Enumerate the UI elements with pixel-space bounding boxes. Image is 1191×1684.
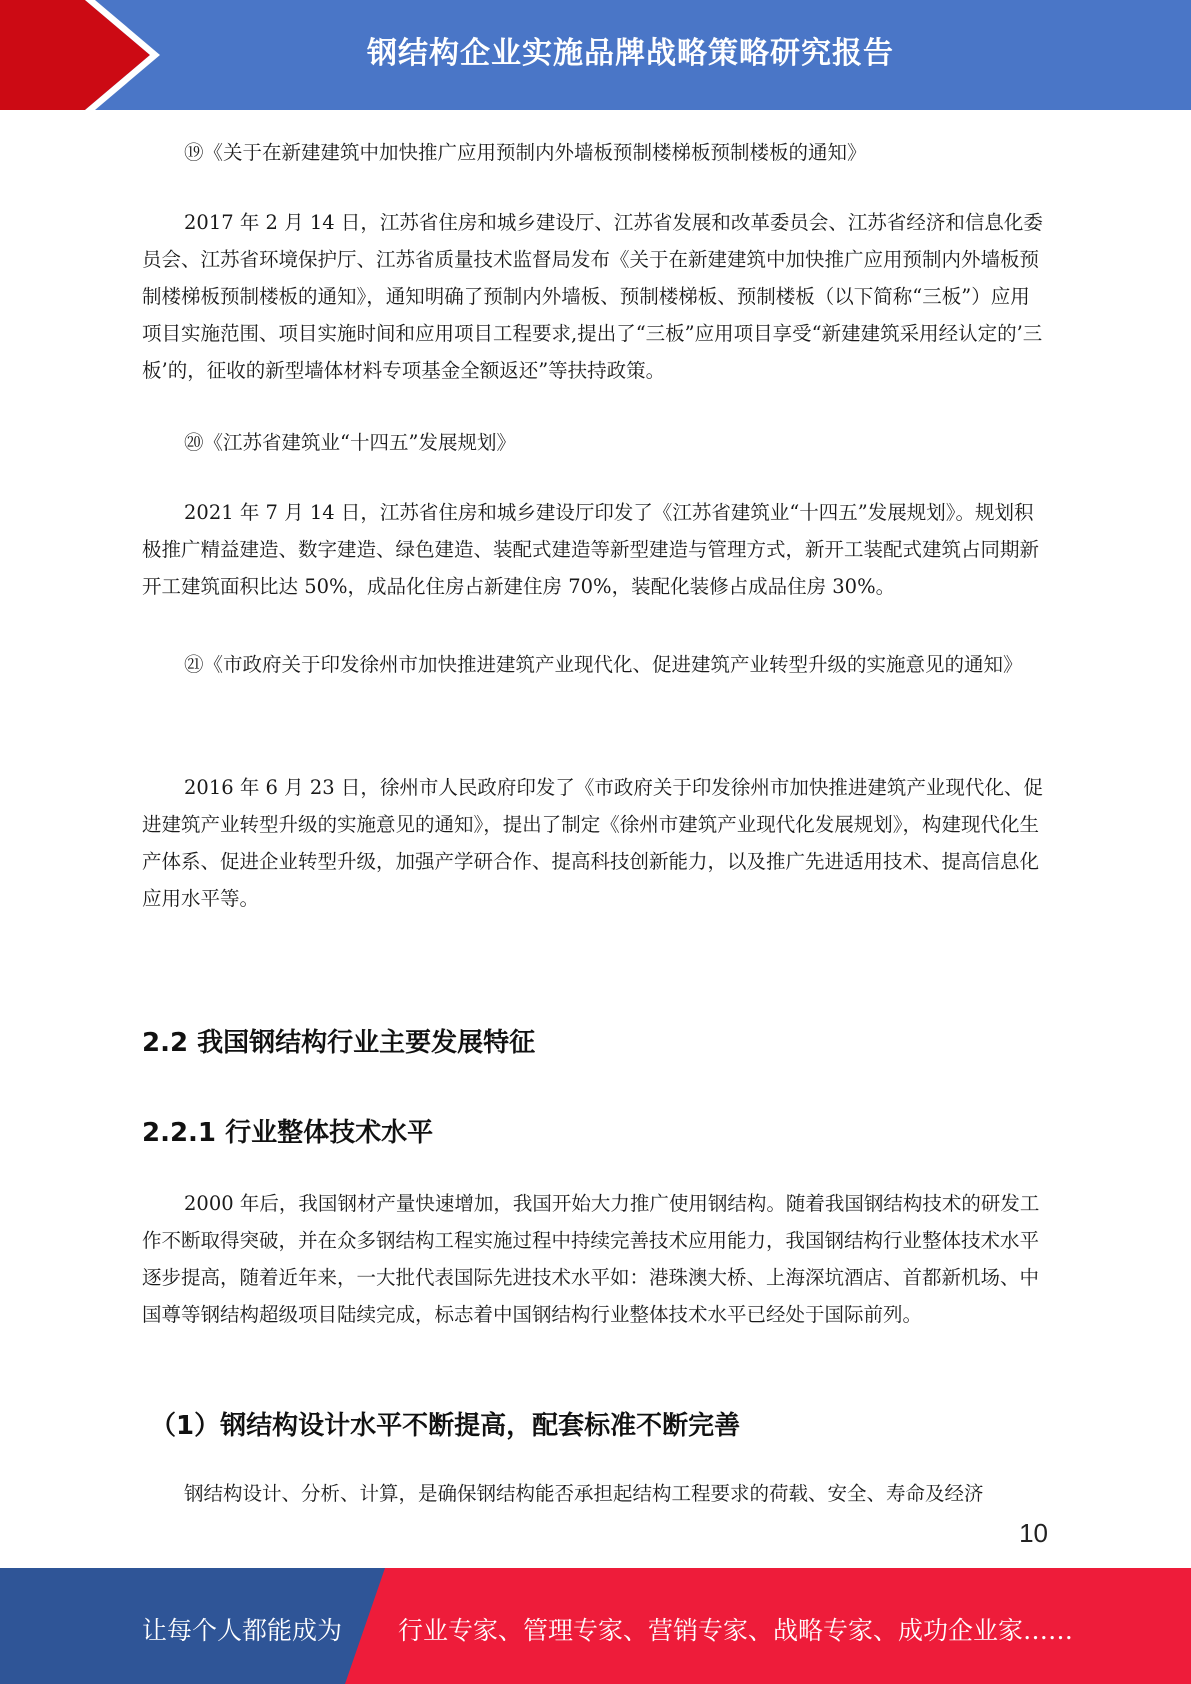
page-footer — [0, 1568, 1191, 1684]
item-20-title: ⑳《江苏省建筑业“十四五”发展规划》 — [184, 431, 516, 454]
section-heading-2-2: 2.2 我国钢结构行业主要发展特征 — [142, 1028, 536, 1058]
section-heading-2-2-1: 2.2.1 行业整体技术水平 — [142, 1118, 434, 1148]
item-19-paragraph: 2017 年 2 月 14 日，江苏省住房和城乡建设厅、江苏省发展和改革委员会、江苏省经济和信息化委员会、江苏省环境保护厅、江苏省质量技术监督局发布《关于在新建建筑中加快推广应用预制内外墙板预制楼梯板预制楼板的通知》，通知明确了预制内外墙板、预制楼梯板、预制楼板（以下简称“三板”）应用项目实施范围、项目实施时间和应用项目工程要求,提出了“三板”应用项目享受“新建建筑采用经认定的’三板’的，征收的新型墙体材料专项基金全额返还”等扶持政策。 — [142, 211, 1043, 382]
page-header — [0, 0, 1191, 110]
section-2-2-1-paragraph: 2000 年后，我国钢材产量快速增加，我国开始大力推广使用钢结构。随着我国钢结构技术的研发工作不断取得突破，并在众多钢结构工程实施过程中持续完善技术应用能力，我国钢结构行业整体技术水平逐步提高，随着近年来，一大批代表国际先进技术水平如：港珠澳大桥、上海深坑酒店、首都新机场、中国尊等钢结构超级项目陆续完成，标志着中国钢结构行业整体技术水平已经处于国际前列。 — [142, 1192, 1040, 1326]
footer-slogan-left: 让每个人都能成为 — [142, 1616, 343, 1645]
page-number: 10 — [1019, 1518, 1048, 1548]
item-21-paragraph: 2016 年 6 月 23 日，徐州市人民政府印发了《市政府关于印发徐州市加快推进建筑产业现代化、促进建筑产业转型升级的实施意见的通知》，提出了制定《徐州市建筑产业现代化发展规划》，构建现代化生产体系、促进企业转型升级，加强产学研合作、提高科技创新能力，以及推广先进适用技术、提高信息化应用水平等。 — [142, 776, 1043, 910]
subsection-1-paragraph: 钢结构设计、分析、计算，是确保钢结构能否承担起结构工程要求的荷载、安全、寿命及经济 — [184, 1482, 984, 1505]
item-19-title: ⑲《关于在新建建筑中加快推广应用预制内外墙板预制楼梯板预制楼板的通知》 — [184, 141, 867, 164]
footer-slogan-right: 行业专家、管理专家、营销专家、战略专家、成功企业家…… — [398, 1616, 1074, 1645]
item-20-paragraph: 2021 年 7 月 14 日，江苏省住房和城乡建设厅印发了《江苏省建筑业“十四五”发展规划》。规划积极推广精益建造、数字建造、绿色建造、装配式建造等新型建造与管理方式，新开工装配式建筑占同期新开工建筑面积比达 50%，成品化住房占新建住房 70%，装配化装修占成品住房 30%。 — [142, 501, 1040, 598]
report-title: 钢结构企业实施品牌战略策略研究报告 — [367, 36, 894, 71]
subsection-heading-1: （1）钢结构设计水平不断提高，配套标准不断完善 — [150, 1411, 741, 1441]
item-21-title: ㉑《市政府关于印发徐州市加快推进建筑产业现代化、促进建筑产业转型升级的实施意见的通知》 — [184, 653, 1023, 676]
